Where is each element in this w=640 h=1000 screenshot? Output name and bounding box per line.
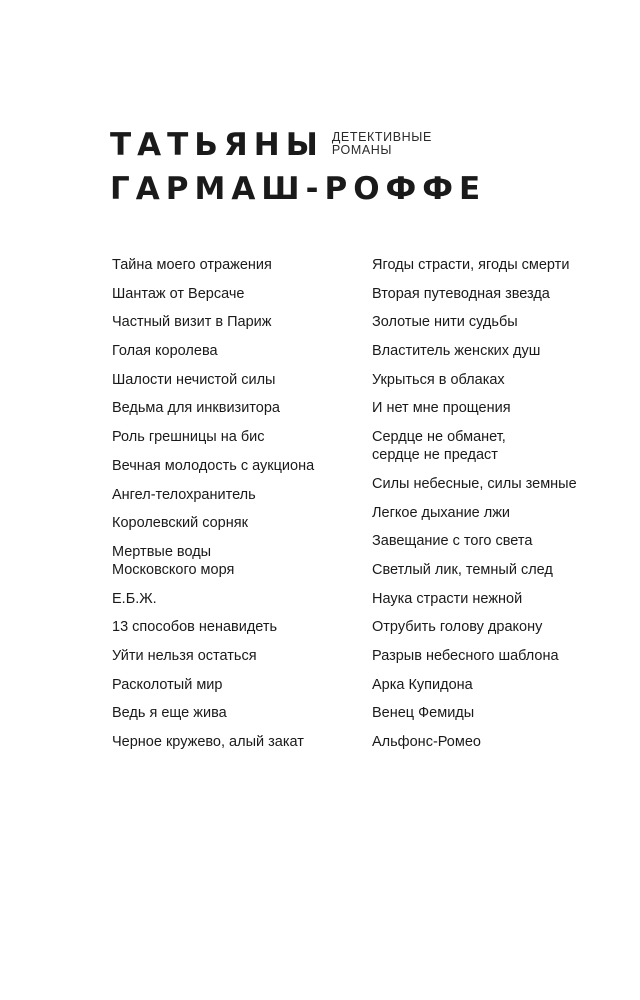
book-title: Золотые нити судьбы — [372, 314, 518, 331]
book-title: Ягоды страсти, ягоды смерти — [372, 257, 570, 273]
book-title: Тайна моего отражения — [112, 257, 272, 273]
series-label-line1: ДЕТЕКТИВНЫЕ — [331, 130, 432, 144]
book-title: И нет мне прощения — [372, 400, 511, 417]
series-header — [110, 124, 486, 210]
book-title: Черное кружево, алый закат — [112, 734, 304, 750]
author-first-name: ТАТЬЯНЫ — [110, 127, 324, 163]
book-title: Силы небесные, силы земные — [372, 475, 577, 492]
book-title: Ангел-телохранитель — [112, 486, 256, 503]
book-title: Роль грешницы на бис — [112, 429, 265, 446]
book-title: Властитель женских душ — [372, 343, 541, 360]
book-title: Ведь я еще жива — [112, 705, 227, 722]
book-title: Уйти нельзя остаться — [112, 647, 257, 664]
book-title: Светлый лик, темный след — [372, 561, 553, 578]
book-title: Легкое дыхание лжи — [372, 504, 511, 521]
book-title: Венец Фемиды — [372, 705, 475, 722]
series-label-line2: РОМАНЫ — [331, 143, 393, 157]
author-first-line — [110, 124, 486, 166]
book-title: Сердце не обманет, сердце не предаст — [372, 429, 506, 464]
book-title: Частный визит в Париж — [112, 314, 272, 331]
book-title: Альфонс-Ромео — [372, 734, 481, 750]
titles-list-right — [372, 256, 577, 762]
book-title: Е.Б.Ж. — [112, 590, 157, 607]
book-title: 13 способов ненавидеть — [112, 619, 278, 636]
titles-list-left — [112, 256, 314, 762]
series-label — [332, 131, 432, 157]
book-title: Вечная молодость с аукциона — [112, 457, 315, 474]
book-title: Ведьма для инквизитора — [112, 400, 280, 417]
book-title: Арка Купидона — [372, 676, 473, 693]
author-last-name: ГАРМАШ-РОФФЕ — [110, 171, 487, 207]
book-title: Отрубить голову дракону — [372, 619, 543, 636]
book-title: Наука страсти нежной — [372, 590, 523, 607]
book-title: Расколотый мир — [112, 676, 223, 693]
book-title: Завещание с того света — [372, 533, 533, 550]
book-title: Голая королева — [112, 343, 218, 360]
book-title: Шалости нечистой силы — [112, 371, 276, 388]
book-title: Королевский сорняк — [112, 515, 248, 532]
book-title: Вторая путеводная звезда — [372, 285, 550, 302]
book-title: Укрыться в облаках — [372, 371, 505, 388]
book-title: Шантаж от Версаче — [112, 285, 245, 302]
book-title: Мертвые воды Московского моря — [112, 543, 235, 578]
book-title: Разрыв небесного шаблона — [372, 647, 559, 664]
